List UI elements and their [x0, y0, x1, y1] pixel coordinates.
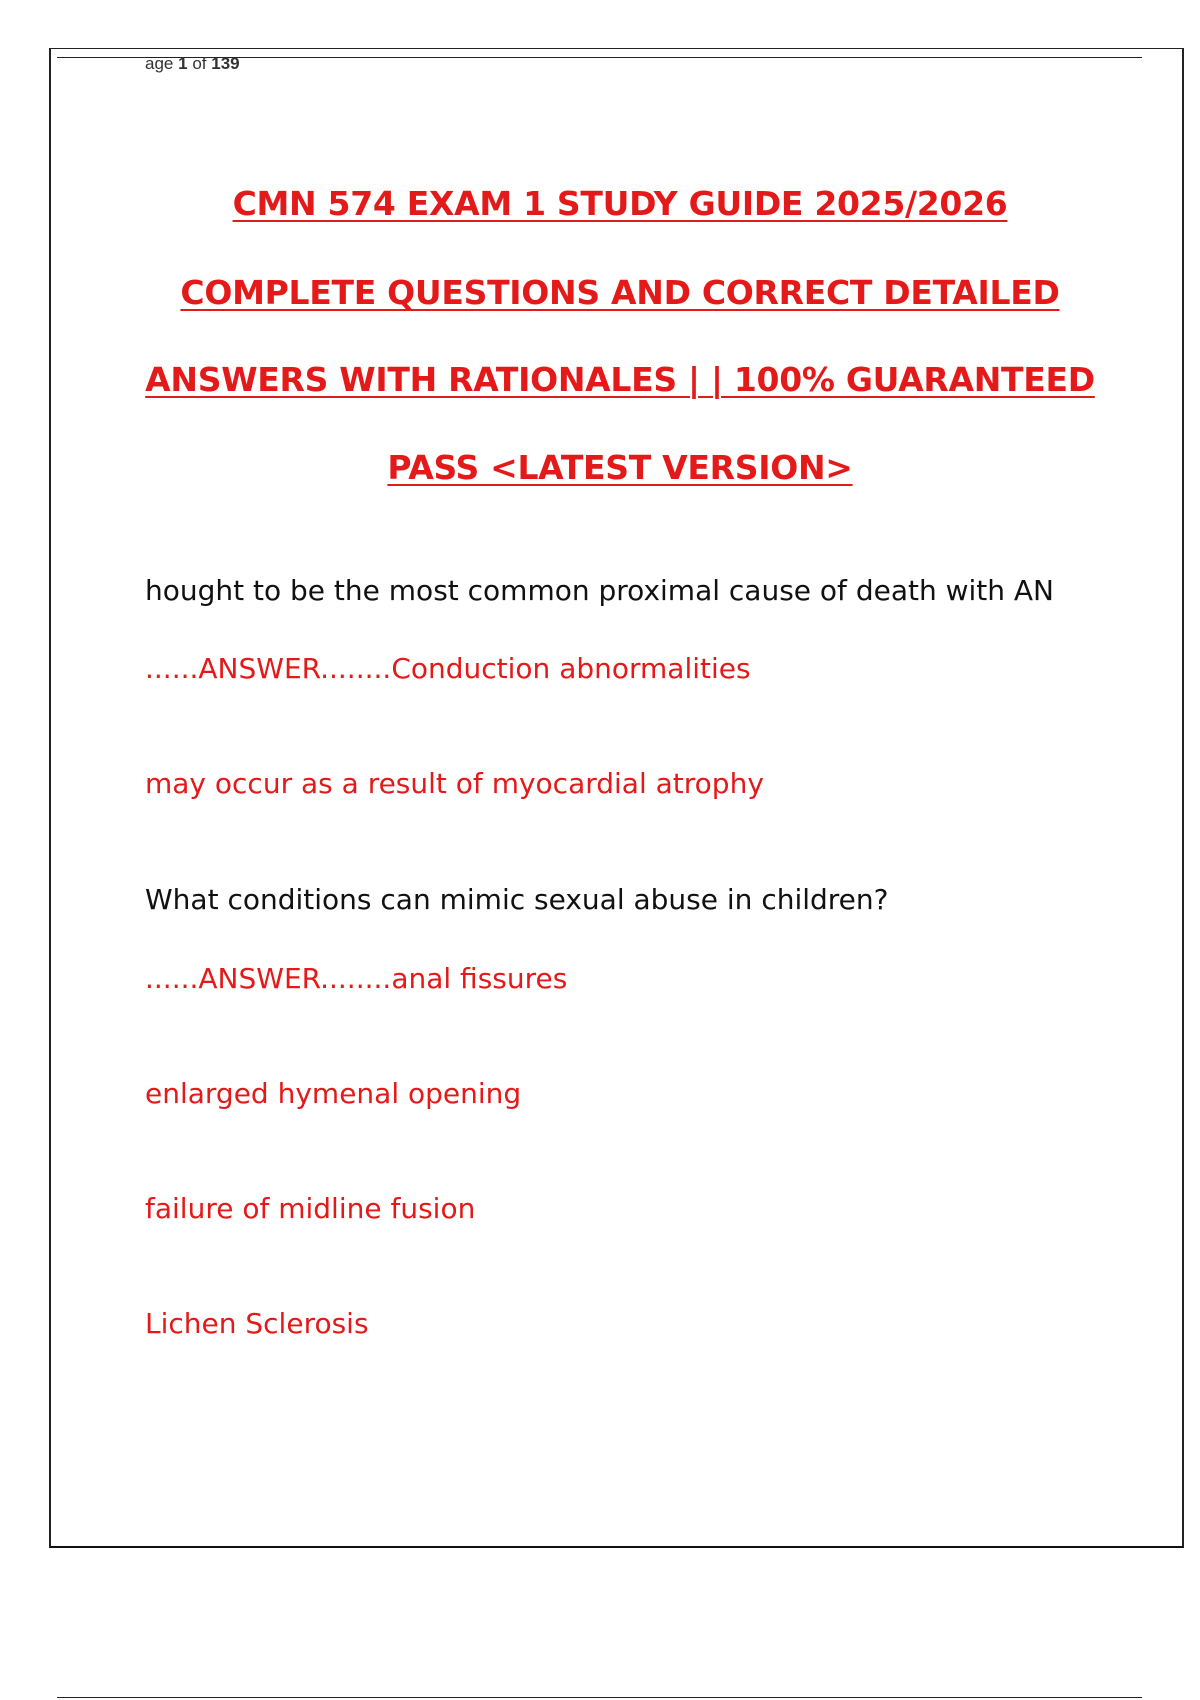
answer-1-detail: may occur as a result of myocardial atrophy — [145, 767, 764, 800]
page-number: 1 — [178, 54, 188, 73]
next-page-rule — [57, 1697, 1142, 1698]
question-2: What conditions can mimic sexual abuse in children? — [145, 883, 889, 916]
title-line-4: PASS <LATEST VERSION> — [387, 448, 853, 487]
title-line-2: COMPLETE QUESTIONS AND CORRECT DETAILED — [180, 273, 1060, 312]
page-prefix: age — [145, 54, 174, 73]
answer-2-detail-2: failure of midline fusion — [145, 1192, 476, 1225]
page-total: 139 — [211, 54, 240, 73]
answer-2: ......ANSWER........anal fissures — [145, 962, 568, 995]
page-of: of — [192, 54, 207, 73]
answer-1: ......ANSWER........Conduction abnormalities — [145, 652, 751, 685]
answer-2-detail-3: Lichen Sclerosis — [145, 1307, 369, 1340]
question-1: hought to be the most common proximal cause of death with AN — [145, 574, 1055, 607]
title-line-3: ANSWERS WITH RATIONALES | | 100% GUARANTEED — [145, 360, 1095, 399]
title-line-1: CMN 574 EXAM 1 STUDY GUIDE 2025/2026 — [232, 184, 1008, 223]
answer-2-detail-1: enlarged hymenal opening — [145, 1077, 522, 1110]
page-counter — [145, 54, 240, 74]
